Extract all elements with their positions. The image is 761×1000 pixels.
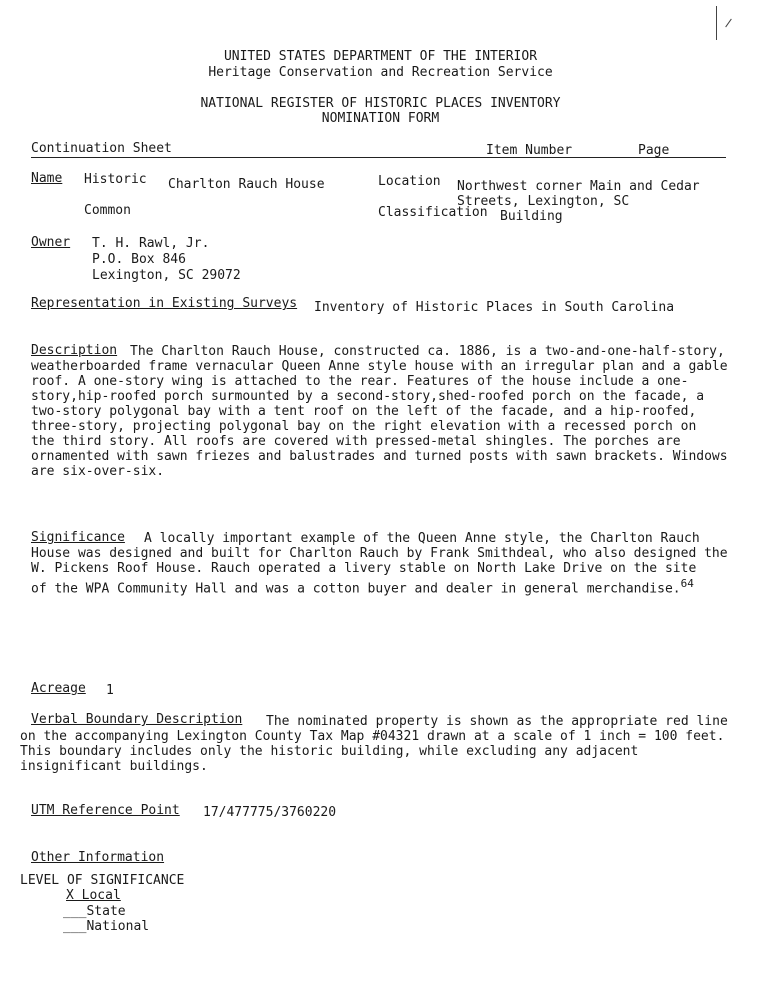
location-label: Location bbox=[378, 174, 441, 189]
significance-text bbox=[31, 531, 728, 596]
location-line2: Streets, Lexington, SC bbox=[457, 194, 630, 209]
page-label: Page bbox=[638, 143, 670, 158]
utm-value: 17/477775/3760220 bbox=[203, 805, 337, 820]
service-heading: Heritage Conservation and Recreation Service bbox=[208, 65, 553, 80]
description-line: roof. A one-story wing is attached to the rear. Features of the house include a one- bbox=[31, 374, 689, 389]
item-number-label: Item Number bbox=[486, 143, 573, 158]
description-line: two-story polygonal bay with a tent roof on the left of the facade, and a hip-roofed, bbox=[31, 404, 697, 419]
boundary-line: insignificant buildings. bbox=[20, 759, 208, 774]
form-subtitle: NOMINATION FORM bbox=[321, 111, 440, 126]
owner-city: Lexington, SC 29072 bbox=[92, 268, 241, 283]
classification-label: Classification bbox=[378, 205, 488, 220]
level-local-text: X Local bbox=[66, 888, 121, 903]
corner-pencil-mark-small bbox=[725, 19, 732, 28]
historic-label: Historic bbox=[84, 172, 147, 187]
description-line: story,hip-roofed porch surmounted by a second-story,shed-roofed porch on the facade, a bbox=[31, 389, 705, 404]
level-national: ___National bbox=[63, 919, 150, 934]
description-line: three-story, projecting polygonal bay on the right elevation with a recessed porch on bbox=[31, 419, 697, 434]
continuation-sheet-label: Continuation Sheet bbox=[31, 141, 172, 156]
form-title: NATIONAL REGISTER OF HISTORIC PLACES INVENTORY bbox=[200, 96, 561, 111]
boundary-line: on the accompanying Lexington County Tax Map #04321 drawn at a scale of 1 inch = 100 feet. bbox=[20, 729, 725, 744]
significance-line: W. Pickens Roof House. Rauch operated a livery stable on North Lake Drive on the site bbox=[31, 561, 697, 576]
acreage-value: 1 bbox=[106, 683, 114, 698]
significance-line: House was designed and built for Charlton Rauch by Frank Smithdeal, who also designed the bbox=[31, 546, 728, 561]
significance-line bbox=[31, 576, 728, 596]
significance-line: A locally important example of the Queen Anne style, the Charlton Rauch bbox=[144, 531, 700, 546]
boundary-line: The nominated property is shown as the appropriate red line bbox=[266, 714, 728, 729]
significance-label: Significance bbox=[31, 530, 125, 545]
other-info-label: Other Information bbox=[31, 850, 165, 865]
owner-name: T. H. Rawl, Jr. bbox=[92, 236, 210, 251]
boundary-label: Verbal Boundary Description bbox=[31, 712, 243, 727]
description-line: are six-over-six. bbox=[31, 464, 165, 479]
surveys-value: Inventory of Historic Places in South Carolina bbox=[314, 300, 675, 315]
description-line: ornamented with sawn friezes and balustrades and turned posts with sawn brackets. Windows bbox=[31, 449, 728, 464]
level-local bbox=[66, 888, 121, 903]
description-line: The Charlton Rauch House, constructed ca. 1886, is a two-and-one-half-story, bbox=[130, 344, 725, 359]
owner-address: P.O. Box 846 bbox=[92, 252, 186, 267]
description-text bbox=[31, 344, 728, 479]
name-label: Name bbox=[31, 171, 63, 186]
dept-heading: UNITED STATES DEPARTMENT OF THE INTERIOR bbox=[223, 49, 538, 64]
boundary-text bbox=[20, 714, 728, 774]
surveys-label: Representation in Existing Surveys bbox=[31, 296, 298, 311]
acreage-label: Acreage bbox=[31, 681, 86, 696]
description-label: Description bbox=[31, 343, 118, 358]
description-line: the third story. All roofs are covered with pressed-metal shingles. The porches are bbox=[31, 434, 681, 449]
boundary-line: This boundary includes only the historic building, while excluding any adjacent bbox=[20, 744, 639, 759]
utm-label: UTM Reference Point bbox=[31, 803, 180, 818]
location-line1: Northwest corner Main and Cedar bbox=[457, 179, 700, 194]
classification-value: Building bbox=[500, 209, 563, 224]
level-of-significance-label: LEVEL OF SIGNIFICANCE bbox=[20, 873, 185, 888]
historic-name-value: Charlton Rauch House bbox=[168, 177, 325, 192]
owner-label: Owner bbox=[31, 235, 71, 250]
common-label: Common bbox=[84, 203, 131, 218]
header-rule bbox=[31, 157, 726, 158]
significance-last-line: of the WPA Community Hall and was a cotton buyer and dealer in general merchandise. bbox=[31, 581, 681, 597]
footnote-number: 64 bbox=[680, 577, 694, 590]
description-line: weatherboarded frame vernacular Queen Anne style house with an irregular plan and a gable bbox=[31, 359, 728, 374]
corner-pencil-mark bbox=[716, 6, 717, 40]
level-state: ___State bbox=[63, 904, 126, 919]
